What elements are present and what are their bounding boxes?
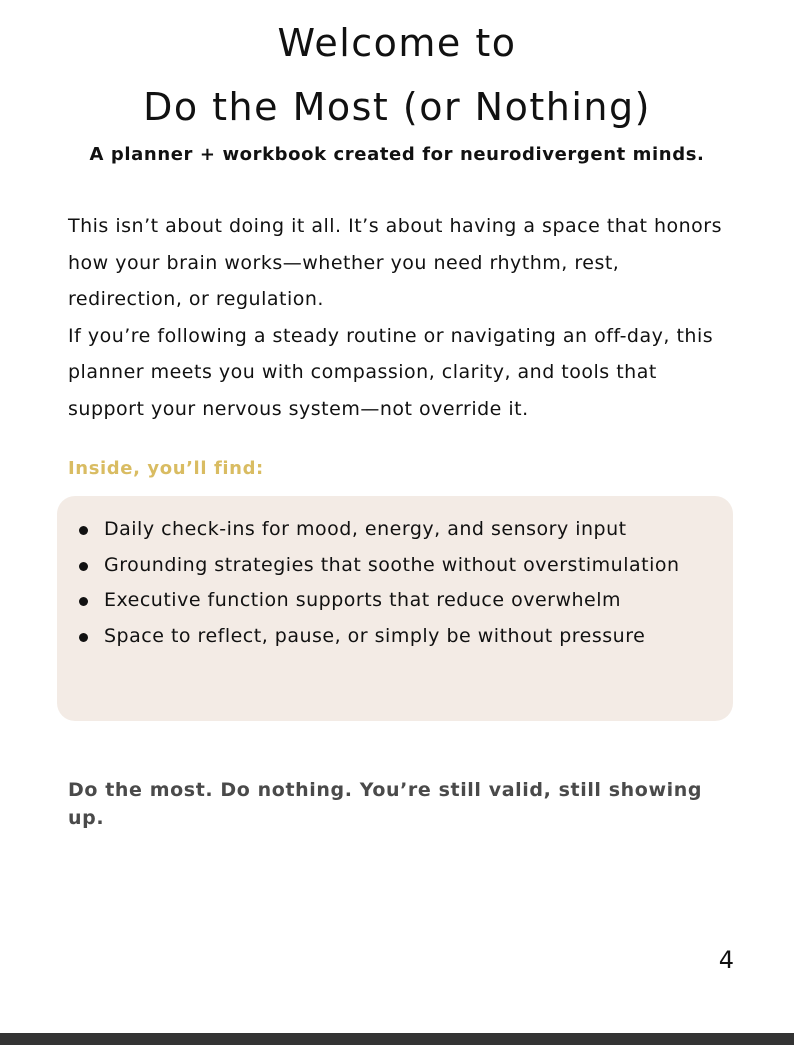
features-heading: Inside, you’ll find:	[68, 458, 264, 479]
list-item	[68, 583, 738, 619]
list-item-text: Daily check-ins for mood, energy, and sensory input	[104, 518, 627, 540]
page-title-line-2: Do the Most (or Nothing)	[143, 85, 651, 129]
list-item-text: Space to reflect, pause, or simply be without pressure	[104, 624, 646, 647]
bullet-icon	[79, 562, 88, 571]
closing-statement: Do the most. Do nothing. You’re still valid, still showing up.	[68, 779, 703, 829]
page-title-line-1: Welcome to	[277, 21, 517, 65]
list-item	[68, 619, 738, 655]
list-item-text: Executive function supports that reduce overwhelm	[104, 589, 621, 611]
footer-bar	[0, 1033, 794, 1045]
list-item	[68, 548, 738, 584]
list-item	[68, 512, 738, 548]
page-number: 4	[718, 946, 734, 974]
bullet-icon	[79, 597, 88, 606]
intro-paragraph-2: If you’re following a steady routine or navigating an off-day, this planner meets you with compassion, clarity, and tools that support your nervous system—not override it.	[68, 324, 714, 420]
intro-paragraph-1: This isn’t about doing it all. It’s about having a space that honors how your brain works—whether you need rhythm, rest, redirection, or regulation.	[68, 215, 722, 310]
intro-section	[68, 208, 728, 427]
page-subtitle: A planner + workbook created for neurodivergent minds.	[89, 144, 705, 165]
list-item-text: Grounding strategies that soothe without overstimulation	[104, 553, 680, 576]
bullet-icon	[79, 526, 88, 535]
features-list	[68, 512, 738, 654]
bullet-icon	[79, 633, 88, 642]
